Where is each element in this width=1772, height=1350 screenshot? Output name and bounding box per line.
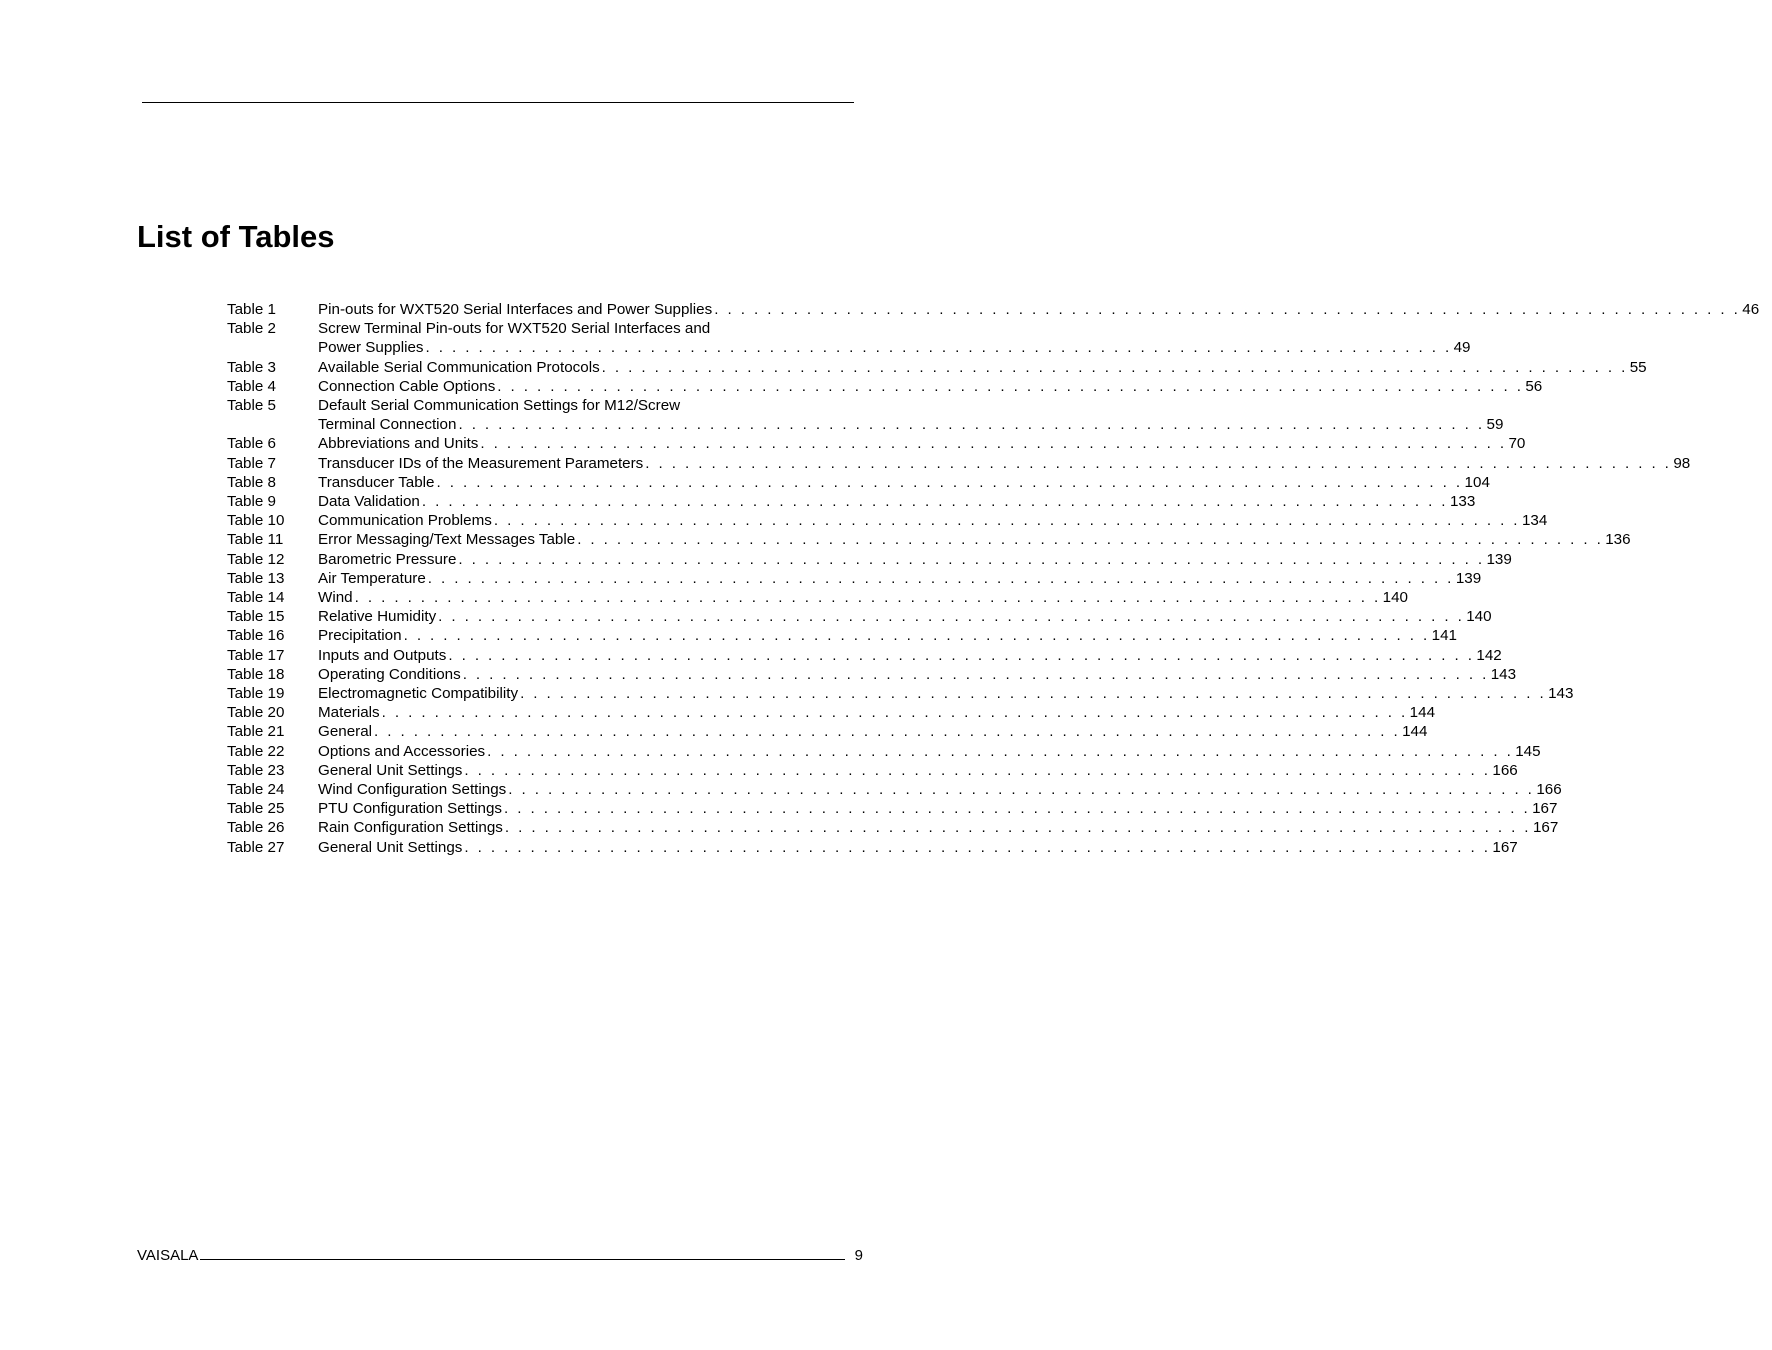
toc-entry-title: PTU Configuration Settings <box>318 800 503 818</box>
page-footer <box>137 1242 863 1264</box>
toc-dot-leader <box>426 569 1456 588</box>
toc-entry[interactable] <box>227 319 1471 357</box>
toc-entry-body <box>318 300 1760 319</box>
toc-entry-line <box>318 415 1504 434</box>
toc-entry-title: Wind <box>318 589 353 607</box>
toc-entry-body <box>318 780 1562 799</box>
header-rule <box>142 102 854 103</box>
toc-entry-body <box>318 722 1428 741</box>
toc-page-number: 143 <box>1490 665 1517 683</box>
toc-entry-body <box>318 396 1504 434</box>
toc-entry-line <box>318 530 1631 549</box>
toc-dot-leader <box>461 665 1491 684</box>
toc-dot-leader <box>402 626 1432 645</box>
toc-page-number: 59 <box>1486 416 1504 434</box>
toc-entry-label: Table 18 <box>227 665 285 683</box>
toc-dot-leader <box>420 492 1450 511</box>
footer-page-number: 9 <box>854 1247 863 1264</box>
toc-entry-line <box>318 377 1543 396</box>
toc-entry-title: Relative Humidity <box>318 608 437 626</box>
toc-dot-leader <box>478 434 1508 453</box>
toc-dot-leader <box>643 454 1673 473</box>
toc-entry-label: Table 14 <box>227 589 285 607</box>
toc-entry-title: Precipitation <box>318 627 402 645</box>
toc-entry-label: Table 21 <box>227 723 285 741</box>
toc-page-number: 144 <box>1402 723 1428 741</box>
toc-entry-title: Materials <box>318 704 380 722</box>
toc-page-number: 167 <box>1532 800 1558 818</box>
toc-entry-label: Table 24 <box>227 781 285 799</box>
toc-entry-line <box>318 799 1558 818</box>
toc-entry-body <box>318 665 1517 684</box>
toc-entry-line <box>318 684 1574 703</box>
toc-entry[interactable] <box>227 550 1512 569</box>
toc-entry-line <box>318 818 1559 837</box>
toc-entry-label: Table 13 <box>227 569 285 587</box>
toc-entry[interactable] <box>227 722 1428 741</box>
toc-page-number: 167 <box>1492 838 1518 856</box>
toc-entry-label: Table 16 <box>227 627 285 645</box>
toc-entry-title: Error Messaging/Text Messages Table <box>318 531 576 549</box>
toc-entry-line <box>318 665 1517 684</box>
toc-entry-line <box>318 722 1428 741</box>
toc-entry-label: Table 6 <box>227 435 276 453</box>
toc-dot-leader <box>485 742 1515 761</box>
toc-entry-title: Available Serial Communication Protocols <box>318 358 600 376</box>
toc-entry-line <box>318 396 799 415</box>
page-title: List of Tables <box>137 219 335 254</box>
toc-entry-body <box>318 703 1436 722</box>
toc-entry-line <box>318 588 1408 607</box>
toc-entry-body <box>318 473 1490 492</box>
toc-entry-title: Power Supplies <box>318 339 424 357</box>
toc-dot-leader <box>575 530 1605 549</box>
toc-entry[interactable] <box>227 818 1559 837</box>
toc-entry-line <box>318 742 1541 761</box>
toc-entry-body <box>318 742 1541 761</box>
toc-entry-line <box>318 626 1457 645</box>
toc-entry-label: Table 11 <box>227 531 284 549</box>
toc-entry-body <box>318 358 1647 377</box>
toc-entry-body <box>318 530 1631 549</box>
toc-entry-label: Table 19 <box>227 685 285 703</box>
toc-entry-line <box>318 761 1518 780</box>
toc-entry-body <box>318 646 1502 665</box>
toc-page-number: 140 <box>1466 608 1492 626</box>
toc-entry[interactable] <box>227 684 1574 703</box>
toc-dot-leader <box>502 799 1532 818</box>
toc-entry-line <box>318 703 1436 722</box>
toc-entry[interactable] <box>227 454 1691 473</box>
toc-entry-title: Pin-outs for WXT520 Serial Interfaces and Power Supplies <box>318 301 713 318</box>
toc-entry-label: Table 10 <box>227 512 285 530</box>
toc-dot-leader <box>424 338 1454 357</box>
toc-entry-label: Table 8 <box>227 473 276 491</box>
toc-entry[interactable] <box>227 511 1548 530</box>
toc-entry-label: Table 12 <box>227 550 285 568</box>
toc-entry[interactable] <box>227 607 1492 626</box>
toc-entry-label: Table 9 <box>227 493 276 511</box>
toc-entry-title: General Unit Settings <box>318 761 463 779</box>
toc-page-number: 144 <box>1409 704 1436 722</box>
toc-dot-leader <box>436 607 1466 626</box>
toc-dot-leader <box>462 838 1492 857</box>
toc-entry-label: Table 23 <box>227 761 285 779</box>
toc-entry-label: Table 3 <box>227 358 276 376</box>
toc-dot-leader <box>462 761 1492 780</box>
toc-entry-line <box>318 300 1760 319</box>
toc-entry-label: Table 2 <box>227 320 276 338</box>
toc-entry-title: Air Temperature <box>318 569 426 587</box>
toc-entry-body <box>318 319 1471 357</box>
toc-entry-line <box>318 550 1512 569</box>
toc-entry-title: General Unit Settings <box>318 838 463 856</box>
toc-entry-title: Communication Problems <box>318 512 492 530</box>
toc-entry-line <box>318 511 1548 530</box>
toc-entry[interactable] <box>227 626 1457 645</box>
toc-entry[interactable] <box>227 761 1518 780</box>
footer-brand: VAISALA <box>137 1247 199 1264</box>
toc-entry-title: Transducer IDs of the Measurement Parameters <box>318 454 644 472</box>
toc-entry-body <box>318 454 1691 473</box>
toc-page-number: 98 <box>1673 454 1691 472</box>
toc-entry-line <box>318 454 1691 473</box>
toc-page-number: 166 <box>1492 761 1518 779</box>
toc-entry-title: Inputs and Outputs <box>318 646 447 664</box>
toc-entry-title: Connection Cable Options <box>318 377 496 395</box>
toc-entry[interactable] <box>227 588 1408 607</box>
toc-entry-title: Abbreviations and Units <box>318 435 479 453</box>
toc-entry[interactable] <box>227 838 1518 857</box>
toc-entry-label: Table 4 <box>227 377 276 395</box>
toc-page-number: 133 <box>1449 493 1476 511</box>
toc-entry-line <box>318 319 799 338</box>
toc-entry-title: Screw Terminal Pin-outs for WXT520 Serial Interfaces and <box>318 320 711 338</box>
toc-dot-leader <box>495 377 1525 396</box>
toc-entry-label: Table 1 <box>227 301 276 318</box>
toc-entry-title: General <box>318 723 373 741</box>
toc-dot-leader <box>456 415 1486 434</box>
toc-page-number: 167 <box>1532 819 1559 837</box>
toc-page-number: 46 <box>1742 301 1760 318</box>
toc-entry-line <box>318 569 1482 588</box>
toc-dot-leader <box>435 473 1465 492</box>
toc-entry-label: Table 27 <box>227 838 285 856</box>
toc-entry[interactable] <box>227 646 1502 665</box>
toc-page-number: 145 <box>1515 742 1541 760</box>
toc-entry-title: Transducer Table <box>318 473 435 491</box>
toc-entry-body <box>318 550 1512 569</box>
toc-dot-leader <box>380 703 1410 722</box>
toc-dot-leader <box>503 818 1533 837</box>
toc-page-number: 139 <box>1455 569 1482 587</box>
toc-page-number: 56 <box>1525 377 1543 395</box>
toc-entry-title: Electromagnetic Compatibility <box>318 685 519 703</box>
toc-entry-title: Options and Accessories <box>318 742 486 760</box>
toc-dot-leader <box>506 780 1536 799</box>
toc-page-number: 134 <box>1521 512 1548 530</box>
toc-entry-body <box>318 684 1574 703</box>
toc-entry-body <box>318 838 1518 857</box>
toc-entry-line <box>318 607 1492 626</box>
toc-entry-title: Operating Conditions <box>318 665 461 683</box>
toc-page-number: 143 <box>1548 685 1574 703</box>
toc-entry-line <box>318 358 1647 377</box>
toc-entry-body <box>318 434 1526 453</box>
toc-dot-leader <box>712 300 1742 319</box>
toc-entry-title: Terminal Connection <box>318 416 457 434</box>
toc-entry-line <box>318 646 1502 665</box>
toc-entry-body <box>318 761 1518 780</box>
toc-dot-leader <box>372 722 1402 741</box>
toc-entry-label: Table 26 <box>227 819 285 837</box>
toc-entry-line <box>318 838 1518 857</box>
toc-entry-label: Table 25 <box>227 800 285 818</box>
toc-entry-body <box>318 626 1457 645</box>
toc-dot-leader <box>518 684 1548 703</box>
toc-page-number: 166 <box>1536 781 1562 799</box>
toc-page-number: 141 <box>1431 627 1457 645</box>
toc-entry-title: Wind Configuration Settings <box>318 781 507 799</box>
toc-entry-body <box>318 492 1476 511</box>
toc-entry-label: Table 5 <box>227 397 276 415</box>
toc-page-number: 139 <box>1486 550 1512 568</box>
toc-entry[interactable] <box>227 530 1631 549</box>
toc-entry-body <box>318 511 1548 530</box>
toc-dot-leader <box>353 588 1383 607</box>
toc-page-number: 55 <box>1629 358 1647 376</box>
toc-entry-title: Barometric Pressure <box>318 550 457 568</box>
toc-dot-leader <box>600 358 1630 377</box>
toc-entry[interactable] <box>227 799 1558 818</box>
toc-page-number: 49 <box>1453 339 1471 357</box>
toc-entry[interactable] <box>227 780 1562 799</box>
toc-entry[interactable] <box>227 300 1760 319</box>
toc-entry-label: Table 22 <box>227 742 285 760</box>
toc-dot-leader <box>446 646 1476 665</box>
toc-entry-line <box>318 338 1471 357</box>
toc-entry-body <box>318 377 1543 396</box>
toc-entry-line <box>318 780 1562 799</box>
toc-entry-label: Table 15 <box>227 608 285 626</box>
toc-entry-body <box>318 607 1492 626</box>
toc-dot-leader <box>492 511 1522 530</box>
toc-page-number: 136 <box>1605 531 1631 549</box>
toc-entry-title: Default Serial Communication Settings for M12/Screw <box>318 397 681 415</box>
toc-dot-leader <box>456 550 1486 569</box>
toc-entry[interactable] <box>227 569 1482 588</box>
toc-entry-body <box>318 799 1558 818</box>
toc-entry[interactable] <box>227 358 1647 377</box>
toc-entry-line <box>318 473 1490 492</box>
toc-page-number: 142 <box>1476 646 1502 664</box>
toc-entry-title: Data Validation <box>318 493 420 511</box>
toc-entry-line <box>318 492 1476 511</box>
toc-page-number: 70 <box>1508 435 1526 453</box>
toc-entry[interactable] <box>227 434 1526 453</box>
toc-entry-line <box>318 434 1526 453</box>
toc-entry[interactable] <box>227 473 1490 492</box>
toc-entry-body <box>318 588 1408 607</box>
toc-entry[interactable] <box>227 396 1504 434</box>
toc-entry-title: Rain Configuration Settings <box>318 819 503 837</box>
toc-entry[interactable] <box>227 703 1436 722</box>
toc-entry[interactable] <box>227 742 1541 761</box>
list-of-tables <box>227 300 1760 857</box>
toc-entry-label: Table 17 <box>227 646 285 664</box>
toc-page-number: 104 <box>1464 473 1490 491</box>
toc-entry-label: Table 20 <box>227 704 285 722</box>
footer-rule <box>200 1259 844 1260</box>
toc-entry-body <box>318 569 1482 588</box>
toc-entry-label: Table 7 <box>227 454 276 472</box>
toc-entry[interactable] <box>227 665 1517 684</box>
toc-entry-body <box>318 818 1559 837</box>
toc-entry[interactable] <box>227 377 1543 396</box>
toc-page-number: 140 <box>1382 589 1408 607</box>
toc-entry[interactable] <box>227 492 1476 511</box>
